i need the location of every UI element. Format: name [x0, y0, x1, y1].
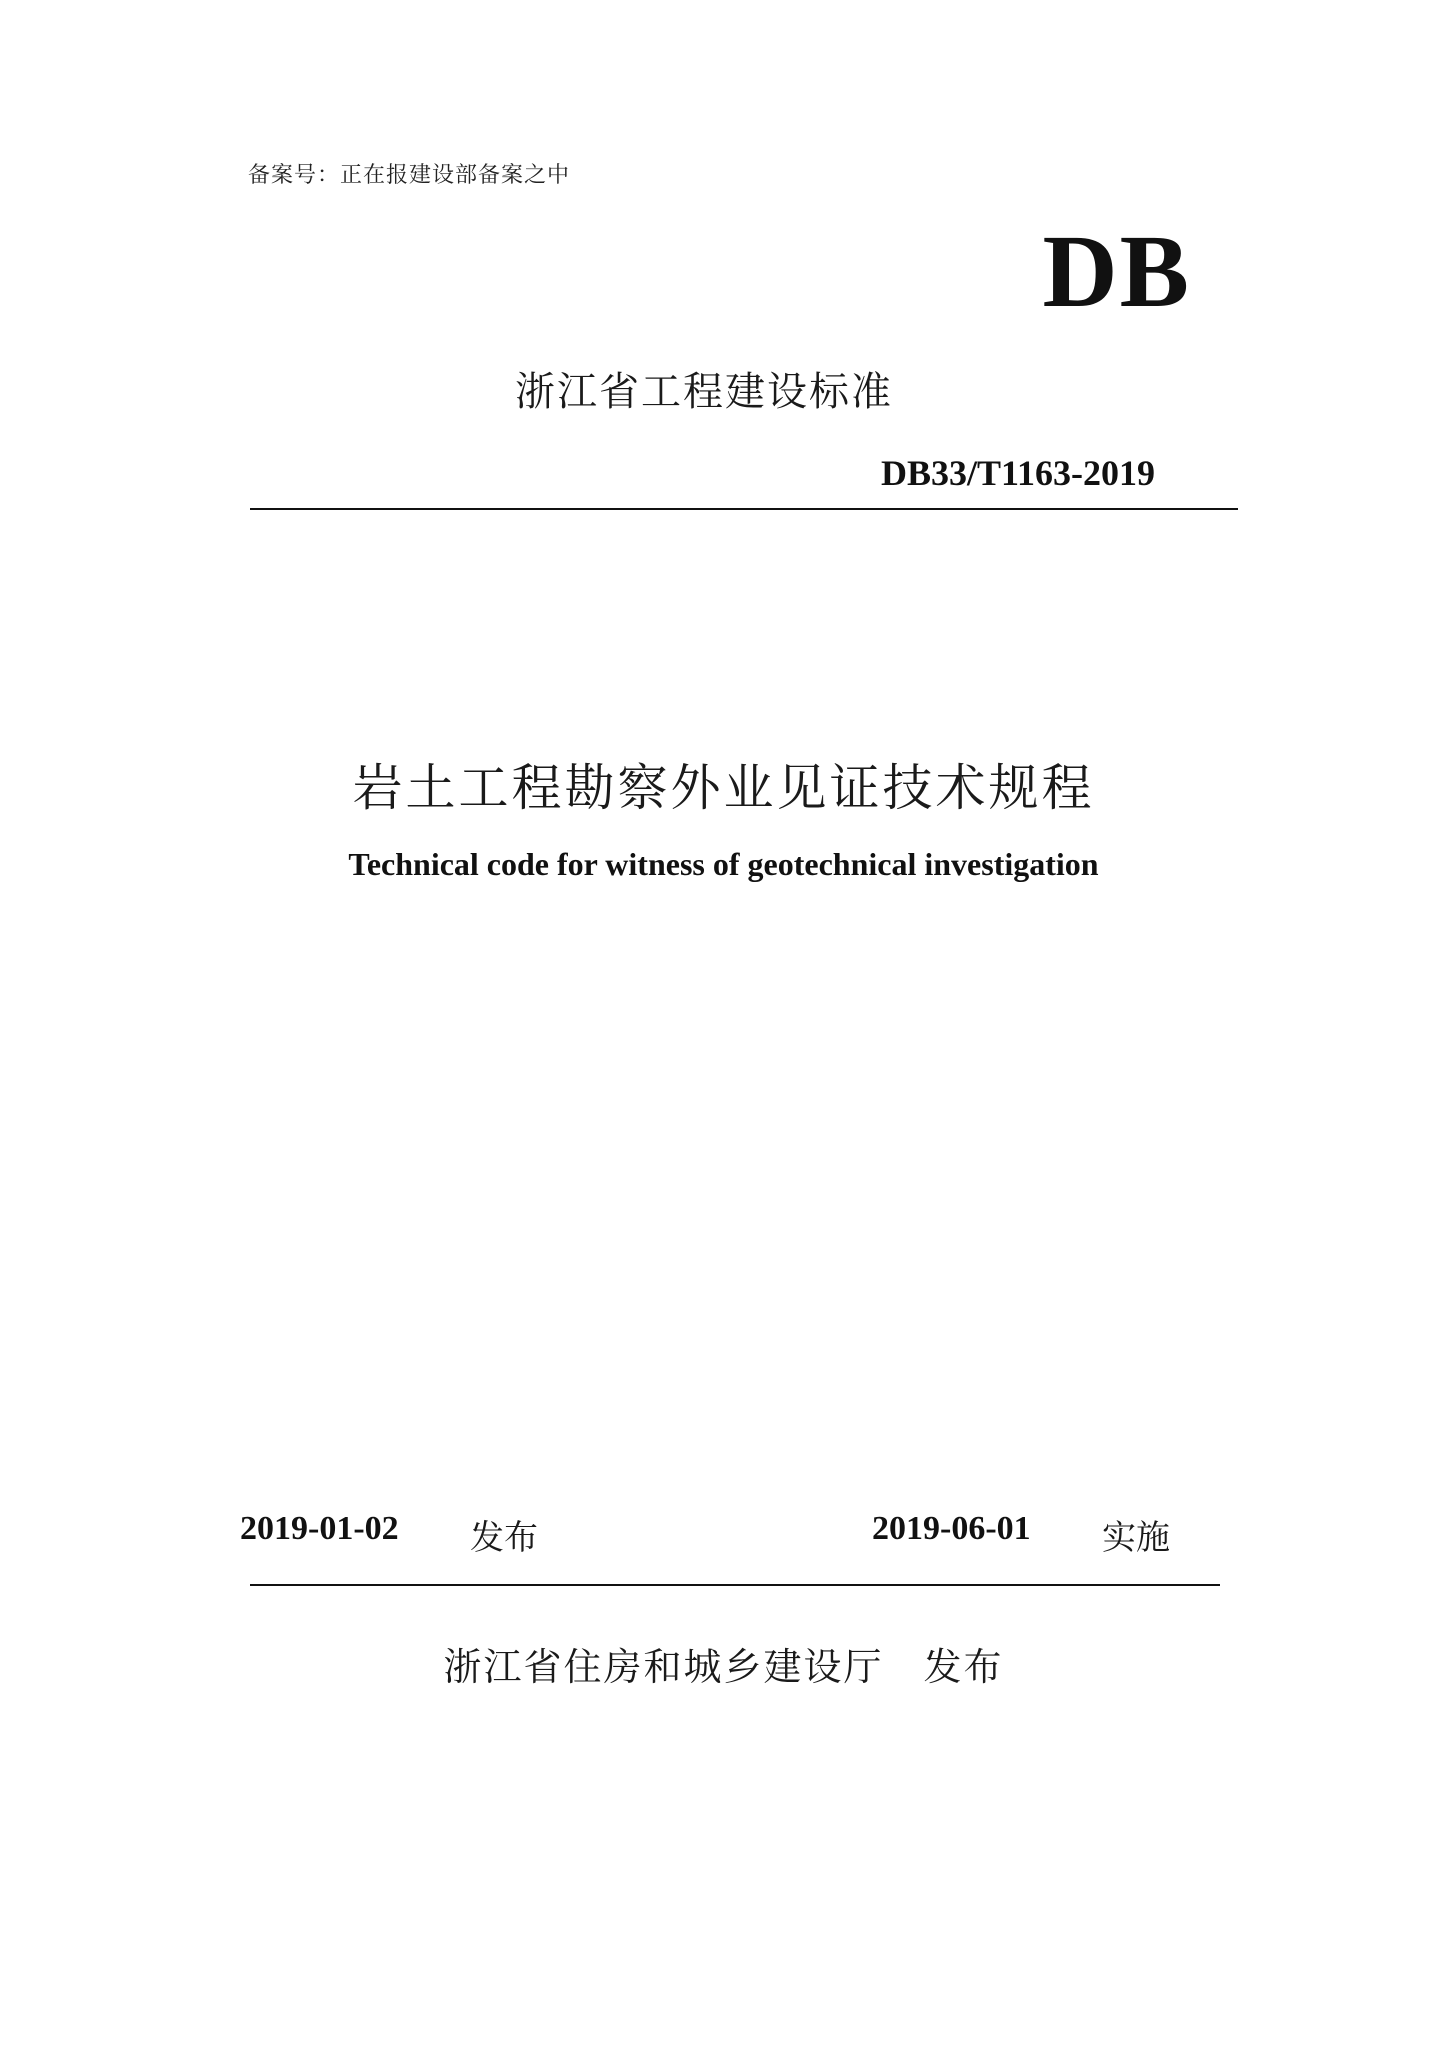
document-title-english: Technical code for witness of geotechnical investigation	[348, 846, 1099, 882]
implementation-date: 2019-06-01	[872, 1510, 1031, 1547]
issue-date: 2019-01-02	[240, 1510, 399, 1547]
issue-label: 发布	[470, 1518, 538, 1558]
issuer-name: 浙江省住房和城乡建设厅	[443, 1645, 884, 1689]
db-mark: DB	[1042, 214, 1191, 329]
filing-number: 备案号：正在报建设部备案之中	[248, 163, 571, 188]
implementation-label: 实施	[1102, 1518, 1170, 1558]
document-title-chinese: 岩土工程勘察外业见证技术规程	[352, 759, 1095, 817]
standard-type: 浙江省工程建设标准	[515, 369, 893, 415]
top-divider	[250, 508, 1238, 510]
bottom-divider	[250, 1584, 1220, 1586]
issuer-action: 发布	[923, 1645, 1004, 1689]
issuer-line	[0, 1636, 1447, 1691]
standard-code: DB33/T1163-2019	[880, 453, 1155, 493]
